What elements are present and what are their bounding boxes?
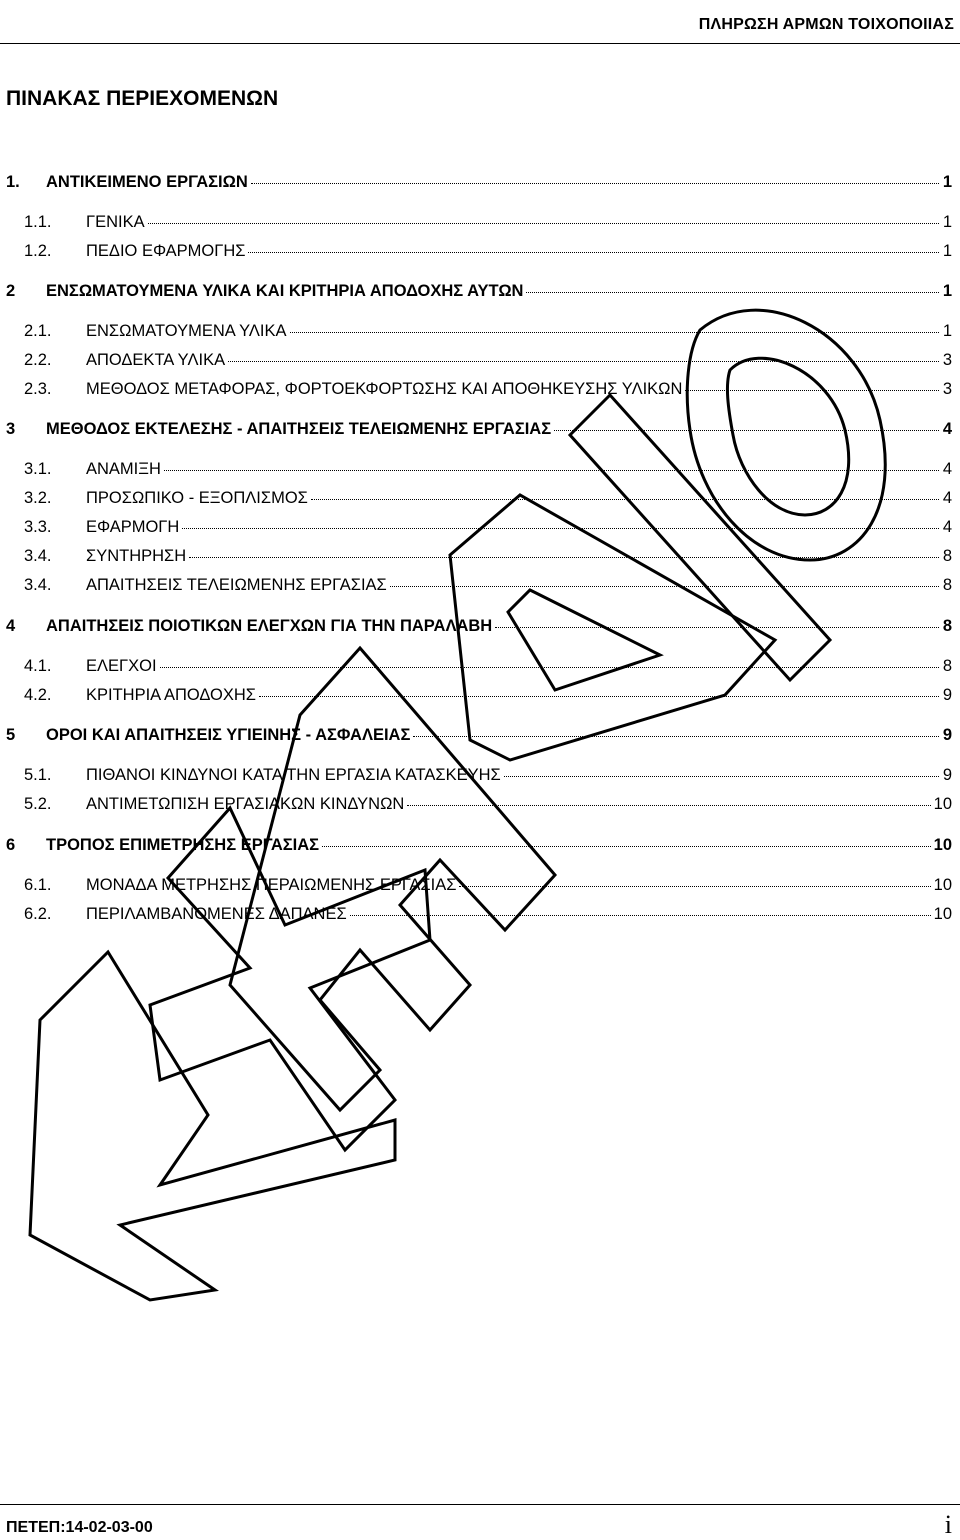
toc-entry[interactable] <box>6 213 952 235</box>
toc-entry-title: ΟΡΟΙ ΚΑΙ ΑΠΑΙΤΗΣΕΙΣ ΥΓΙΕΙΝΗΣ - ΑΣΦΑΛΕΙΑΣ <box>46 726 411 744</box>
toc-entry[interactable] <box>6 686 952 708</box>
toc-dot-leader <box>248 252 939 253</box>
toc-dot-leader <box>350 915 931 916</box>
toc-entry-number: 2.3. <box>24 380 52 398</box>
toc-entry[interactable] <box>6 836 952 858</box>
toc-entry-number: 3.2. <box>24 489 52 507</box>
toc-entry[interactable] <box>6 617 952 639</box>
toc-entry-title: ΜΕΘΟΔΟΣ ΜΕΤΑΦΟΡΑΣ, ΦΟΡΤΟΕΚΦΟΡΤΩΣΗΣ ΚΑΙ ΑΠΟΘΗΚΕΥΣΗΣ ΥΛΙΚΩΝ <box>86 380 683 398</box>
toc-entry-number: 3 <box>6 420 16 438</box>
toc-entry[interactable] <box>6 576 952 598</box>
toc-entry-number: 2 <box>6 282 16 300</box>
toc-entry-number: 6.2. <box>24 905 52 923</box>
toc-entry-number: 3.3. <box>24 518 52 536</box>
toc-entry-page: 10 <box>933 876 952 894</box>
toc-entry[interactable] <box>6 322 952 344</box>
toc-entry-title: ΚΡΙΤΗΡΙΑ ΑΠΟΔΟΧΗΣ <box>86 686 256 704</box>
toc-entry-page: 8 <box>942 617 952 635</box>
toc-entry-page: 4 <box>942 420 952 438</box>
toc-entry-number: 6 <box>6 836 16 854</box>
toc-entry[interactable] <box>6 795 952 817</box>
toc-dot-leader <box>182 528 939 529</box>
toc-dot-leader <box>685 390 939 391</box>
toc-entry-page: 1 <box>942 213 952 231</box>
toc-dot-leader <box>160 667 939 668</box>
toc-entry[interactable] <box>6 905 952 927</box>
toc-entry-title: ΕΦΑΡΜΟΓΗ <box>86 518 180 536</box>
toc-entry-title: ΑΝΤΙΜΕΤΩΠΙΣΗ ΕΡΓΑΣΙΑΚΩΝ ΚΙΝΔΥΝΩΝ <box>86 795 405 813</box>
toc-entry[interactable] <box>6 518 952 540</box>
toc-entry-title: ΜΕΘΟΔΟΣ ΕΚΤΕΛΕΣΗΣ - ΑΠΑΙΤΗΣΕΙΣ ΤΕΛΕΙΩΜΕΝΗΣ ΕΡΓΑΣΙΑΣ <box>46 420 552 438</box>
toc-dot-leader <box>164 470 939 471</box>
header-divider <box>0 43 960 44</box>
toc-dot-leader <box>495 627 939 628</box>
toc-entry-title: ΑΝΤΙΚΕΙΜΕΝΟ ΕΡΓΑΣΙΩΝ <box>46 173 248 191</box>
toc-entry-title: ΠΡΟΣΩΠΙΚΟ - ΕΞΟΠΛΙΣΜΟΣ <box>86 489 308 507</box>
toc-entry-number: 1.2. <box>24 242 52 260</box>
toc-entry-page: 1 <box>942 282 952 300</box>
toc-entry-page: 4 <box>942 460 952 478</box>
toc-entry-title: ΠΙΘΑΝΟΙ ΚΙΝΔΥΝΟΙ ΚΑΤΑ ΤΗΝ ΕΡΓΑΣΙΑ ΚΑΤΑΣΚΕΥΗΣ <box>86 766 501 784</box>
toc-entry[interactable] <box>6 351 952 373</box>
toc-entry-title: ΣΥΝΤΗΡΗΣΗ <box>86 547 187 565</box>
toc-dot-leader <box>554 430 939 431</box>
toc-entry[interactable] <box>6 420 952 442</box>
toc-entry-title: ΕΛΕΓΧΟΙ <box>86 657 157 675</box>
toc-entry-title: ΕΝΣΩΜΑΤΟΥΜΕΝΑ ΥΛΙΚΑ <box>86 322 287 340</box>
toc-dot-leader <box>189 557 939 558</box>
toc-entry-number: 1.1. <box>24 213 52 231</box>
toc-entry[interactable] <box>6 380 952 402</box>
toc-entry-page: 10 <box>933 905 952 923</box>
toc-entry-title: ΜΟΝΑΔΑ ΜΕΤΡΗΣΗΣ ΠΕΡΑΙΩΜΕΝΗΣ ΕΡΓΑΣΙΑΣ <box>86 876 457 894</box>
toc-dot-leader <box>459 886 930 887</box>
toc-entry[interactable] <box>6 242 952 264</box>
page-number: i <box>944 1510 952 1539</box>
toc-entry-page: 1 <box>942 322 952 340</box>
toc-entry-page: 1 <box>942 242 952 260</box>
toc-dot-leader <box>504 776 939 777</box>
toc-entry-page: 10 <box>933 795 952 813</box>
toc-entry-number: 4.2. <box>24 686 52 704</box>
toc-entry-page: 3 <box>942 380 952 398</box>
toc-heading: ΠΙΝΑΚΑΣ ΠΕΡΙΕΧΟΜΕΝΩΝ <box>6 87 279 110</box>
toc-entry-number: 3.4. <box>24 576 52 594</box>
toc-entry-page: 4 <box>942 489 952 507</box>
toc-entry-number: 3.1. <box>24 460 52 478</box>
toc-entry[interactable] <box>6 547 952 569</box>
toc-entry-number: 2.1. <box>24 322 52 340</box>
toc-entry-title: ΠΕΔΙΟ ΕΦΑΡΜΟΓΗΣ <box>86 242 246 260</box>
toc-entry-page: 9 <box>942 726 952 744</box>
toc-entry-number: 4 <box>6 617 16 635</box>
toc-dot-leader <box>526 292 939 293</box>
toc-entry[interactable] <box>6 657 952 679</box>
toc-entry-number: 4.1. <box>24 657 52 675</box>
toc-entry-number: 3.4. <box>24 547 52 565</box>
toc-entry[interactable] <box>6 876 952 898</box>
toc-dot-leader <box>322 846 931 847</box>
toc-entry-title: ΑΝΑΜΙΞΗ <box>86 460 161 478</box>
toc-entry-number: 5.2. <box>24 795 52 813</box>
toc-entry-title: ΠΕΡΙΛΑΜΒΑΝΟΜΕΝΕΣ ΔΑΠΑΝΕΣ <box>86 905 347 923</box>
toc-entry-title: ΑΠΑΙΤΗΣΕΙΣ ΤΕΛΕΙΩΜΕΝΗΣ ΕΡΓΑΣΙΑΣ <box>86 576 387 594</box>
toc-entry-title: ΕΝΣΩΜΑΤΟΥΜΕΝΑ ΥΛΙΚΑ ΚΑΙ ΚΡΙΤΗΡΙΑ ΑΠΟΔΟΧΗΣ ΑΥΤΩΝ <box>46 282 524 300</box>
toc-entry-number: 6.1. <box>24 876 52 894</box>
toc-entry-page: 3 <box>942 351 952 369</box>
toc-entry-number: 5 <box>6 726 16 744</box>
toc-dot-leader <box>290 332 939 333</box>
toc-dot-leader <box>228 361 939 362</box>
toc-dot-leader <box>407 805 930 806</box>
toc-entry[interactable] <box>6 282 952 304</box>
toc-dot-leader <box>413 736 939 737</box>
toc-dot-leader <box>311 499 939 500</box>
toc-entry-number: 1. <box>6 173 20 191</box>
toc-dot-leader <box>148 223 939 224</box>
toc-dot-leader <box>390 586 939 587</box>
document-header-title: ΠΛΗΡΩΣΗ ΑΡΜΩΝ ΤΟΙΧΟΠΟΙΙΑΣ <box>698 16 954 33</box>
toc-entry-number: 5.1. <box>24 766 52 784</box>
toc-entry[interactable] <box>6 726 952 748</box>
toc-entry-page: 10 <box>933 836 952 854</box>
document-code: ΠΕΤΕΠ:14-02-03-00 <box>6 1519 153 1536</box>
toc-entry[interactable] <box>6 460 952 482</box>
toc-entry[interactable] <box>6 173 952 195</box>
toc-entry-title: ΑΠΑΙΤΗΣΕΙΣ ΠΟΙΟΤΙΚΩΝ ΕΛΕΓΧΩΝ ΓΙΑ ΤΗΝ ΠΑΡΑΛΑΒΗ <box>46 617 493 635</box>
toc-entry-page: 9 <box>942 686 952 704</box>
toc-entry-page: 4 <box>942 518 952 536</box>
toc-entry[interactable] <box>6 489 952 511</box>
toc-entry-title: ΤΡΟΠΟΣ ΕΠΙΜΕΤΡΗΣΗΣ ΕΡΓΑΣΙΑΣ <box>46 836 320 854</box>
toc-entry-page: 9 <box>942 766 952 784</box>
toc-entry-page: 8 <box>942 576 952 594</box>
toc-dot-leader <box>259 696 939 697</box>
footer-divider <box>0 1504 960 1505</box>
toc-dot-leader <box>251 183 939 184</box>
toc-entry-page: 1 <box>942 173 952 191</box>
toc-entry-page: 8 <box>942 657 952 675</box>
toc-entry-number: 2.2. <box>24 351 52 369</box>
toc-entry-title: ΑΠΟΔΕΚΤΑ ΥΛΙΚΑ <box>86 351 226 369</box>
toc-entry-title: ΓΕΝΙΚΑ <box>86 213 145 231</box>
toc-entry[interactable] <box>6 766 952 788</box>
toc-entry-page: 8 <box>942 547 952 565</box>
